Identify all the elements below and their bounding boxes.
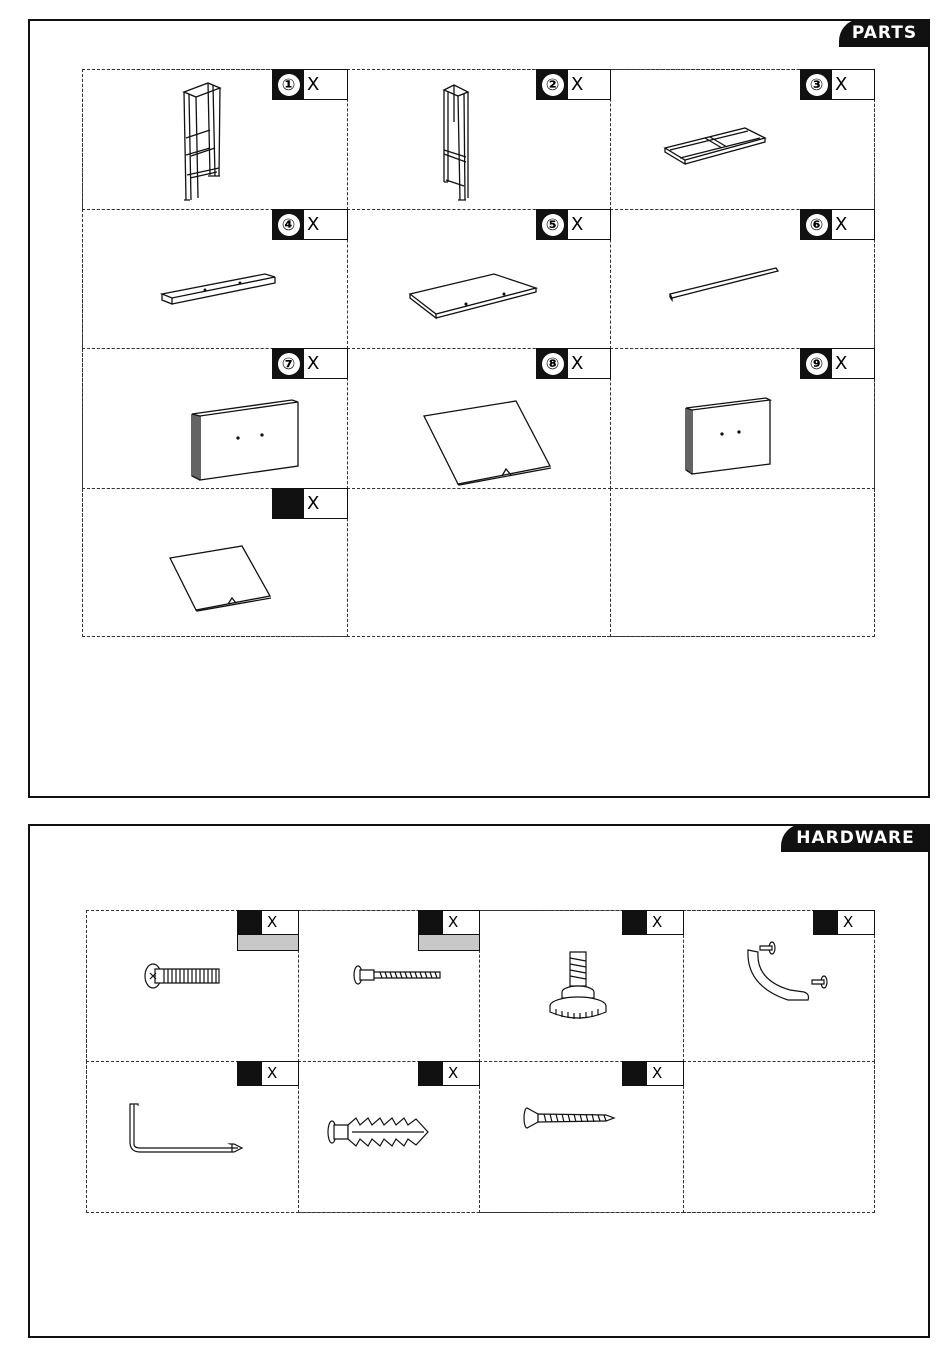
part-1-qty: X (307, 74, 320, 95)
part-10-number (278, 493, 300, 515)
parts-tab (839, 19, 930, 47)
part-cell-empty-2 (610, 488, 875, 637)
thick-panel-icon (188, 396, 303, 482)
part-2-qty: X (571, 74, 584, 95)
part-cell-empty-1 (347, 488, 611, 637)
part-3-qty: X (835, 74, 848, 95)
part-9-qty-label (800, 348, 875, 379)
hw-5-qty-label (237, 1061, 299, 1086)
part-7-qty-label (272, 348, 348, 379)
wall-anchor-icon (324, 1114, 440, 1150)
part-8-qty: X (571, 353, 584, 374)
part-8-qty-label (536, 348, 611, 379)
allen-key-icon (124, 1100, 250, 1158)
narrow-board-icon (160, 270, 280, 310)
back-sheet-icon (420, 398, 555, 486)
back-sheet-small-icon (166, 544, 274, 612)
part-10-qty: X (307, 493, 320, 514)
hw-2-qty-label (418, 910, 480, 951)
hw-7-qty: X (652, 1064, 663, 1082)
hw-3-qty-label (622, 910, 684, 935)
crossbar-frame-icon (660, 120, 770, 170)
side-frame-right-icon (438, 82, 478, 204)
hardware-tab-label: HARDWARE (796, 828, 915, 848)
connector-bolt-icon (142, 958, 224, 994)
hw-6-qty-label (418, 1061, 480, 1086)
hw-4-qty-label (813, 910, 875, 935)
hw-1-qty-label (237, 910, 299, 951)
thick-panel-small-icon (684, 396, 774, 476)
parts-tab-label: PARTS (851, 23, 918, 43)
wide-board-icon (406, 270, 546, 320)
hw-cell-empty (683, 1061, 875, 1213)
hw-2-qty: X (448, 913, 459, 931)
side-frame-left-icon (172, 80, 232, 205)
part-10-qty-label (272, 488, 348, 519)
leveling-foot-icon (546, 948, 610, 1024)
long-screw-icon (352, 962, 444, 988)
hw-7-qty-label (622, 1061, 684, 1086)
part-4-qty: X (307, 214, 320, 235)
hardware-tab (781, 824, 930, 852)
part-2-number: ② (542, 74, 564, 96)
part-8-number: ⑧ (542, 353, 564, 375)
part-7-number: ⑦ (278, 353, 300, 375)
part-5-qty: X (571, 214, 584, 235)
wood-screw-icon (522, 1104, 618, 1132)
part-6-qty: X (835, 214, 848, 235)
part-7-qty: X (307, 353, 320, 374)
part-1-number: ① (278, 74, 300, 96)
part-3-qty-label (800, 69, 875, 100)
hw-3-qty: X (652, 913, 663, 931)
hw-5-qty: X (267, 1064, 278, 1082)
part-4-qty-label (272, 209, 348, 240)
handle-with-screws-icon (738, 938, 838, 1010)
part-5-qty-label (536, 209, 611, 240)
hw-4-qty: X (843, 913, 854, 931)
hw-1-qty: X (267, 913, 278, 931)
part-6-number: ⑥ (806, 214, 828, 236)
part-5-number: ⑤ (542, 214, 564, 236)
part-6-qty-label (800, 209, 875, 240)
hw-6-qty: X (448, 1064, 459, 1082)
part-2-qty-label (536, 69, 611, 100)
part-4-number: ④ (278, 214, 300, 236)
part-9-number: ⑨ (806, 353, 828, 375)
part-1-qty-label (272, 69, 348, 100)
part-9-qty: X (835, 353, 848, 374)
part-3-number: ③ (806, 74, 828, 96)
thin-rod-icon (668, 264, 783, 304)
